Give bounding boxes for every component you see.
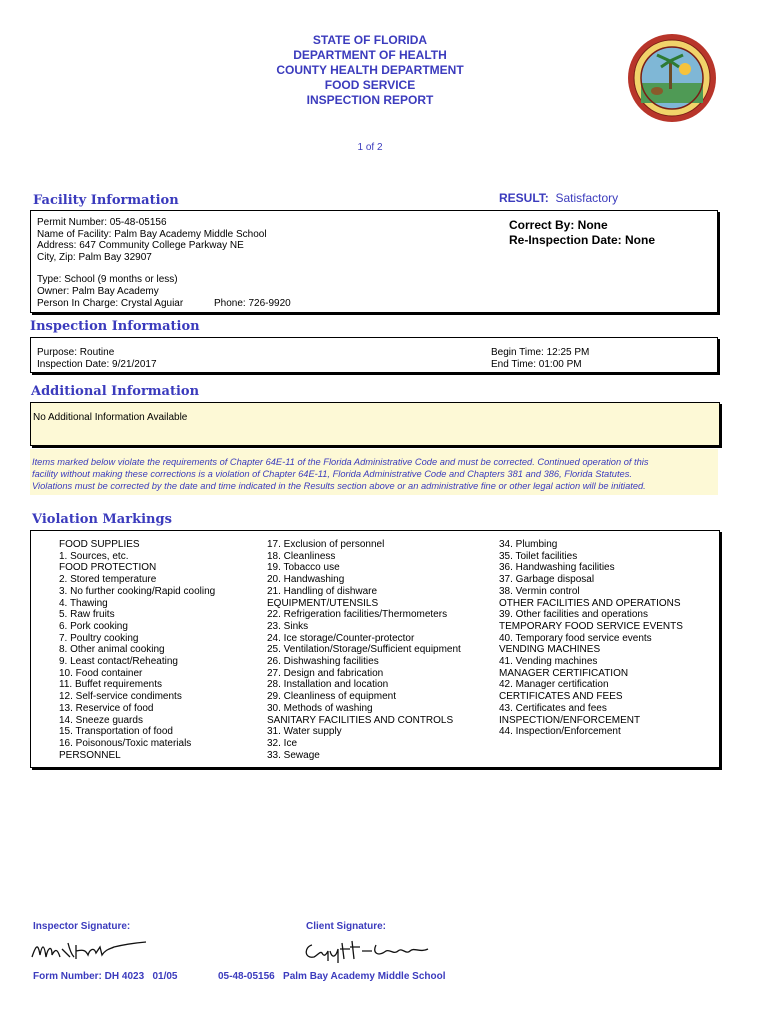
additional-box — [30, 402, 720, 446]
violation-item: 39. Other facilities and operations — [499, 609, 648, 621]
violation-item: TEMPORARY FOOD SERVICE EVENTS — [499, 620, 683, 632]
inspector-signature-label: Inspector Signature: — [33, 921, 131, 932]
violation-item: MANAGER CERTIFICATION — [499, 667, 629, 679]
header-line: COUNTY HEALTH DEPARTMENT — [276, 63, 464, 77]
violation-item: 35. Toilet facilities — [499, 550, 578, 562]
violations-box — [30, 530, 720, 768]
header-line: DEPARTMENT OF HEALTH — [293, 48, 447, 62]
violation-item: 31. Water supply — [267, 726, 342, 738]
violation-item: 9. Least contact/Reheating — [59, 656, 178, 668]
notice-line: facility without making these corrections is a violation of Chapter 64E-11, Florida Administrative Code and Chapters 381 and 386, Florida Statutes. — [32, 469, 632, 479]
violation-item: 18. Cleanliness — [267, 550, 336, 562]
violations-col-1 — [59, 539, 215, 761]
violation-item: 12. Self-service condiments — [59, 691, 182, 703]
reinspection-date: Re-Inspection Date: None — [509, 233, 656, 247]
result-line — [499, 191, 618, 205]
correction-info — [509, 218, 655, 248]
inspection-purpose: Purpose: Routine — [37, 347, 115, 358]
violation-item: 29. Cleanliness of equipment — [267, 691, 396, 703]
violation-item: 6. Pork cooking — [59, 620, 128, 632]
violation-item: 25. Ventilation/Storage/Sufficient equipment — [267, 644, 461, 656]
inspector-signature-icon — [30, 935, 150, 965]
violation-item: 5. Raw fruits — [59, 609, 115, 621]
violation-item: 10. Food container — [59, 667, 143, 679]
violation-item: 7. Poultry cooking — [59, 632, 139, 644]
violation-item: 44. Inspection/Enforcement — [499, 726, 621, 738]
page-number: 1 of 2 — [357, 142, 383, 153]
violation-item: 27. Design and fabrication — [267, 667, 384, 679]
violation-item: 14. Sneeze guards — [59, 714, 143, 726]
end-time: End Time: 01:00 PM — [491, 358, 582, 370]
violation-item: 37. Garbage disposal — [499, 574, 595, 586]
violations-col-3 — [499, 539, 683, 738]
header-line: INSPECTION REPORT — [306, 93, 434, 107]
facility-type: Type: School (9 months or less) — [37, 274, 178, 286]
violation-item: 42. Manager certification — [499, 679, 609, 691]
inspection-box — [30, 337, 718, 373]
client-signature-icon — [302, 937, 442, 965]
violation-item: 15. Transportation of food — [59, 726, 173, 738]
violation-item: 23. Sinks — [267, 620, 309, 632]
violation-item: 3. No further cooking/Rapid cooling — [59, 585, 216, 597]
footer-facility: 05-48-05156 Palm Bay Academy Middle School — [218, 971, 446, 982]
notice-line: Violations must be corrected by the date and time indicated in the Results section above or an administrative fine or other legal action will be initiated. — [32, 481, 646, 491]
violation-item: 2. Stored temperature — [59, 574, 157, 586]
facility-owner: Owner: Palm Bay Academy — [37, 285, 159, 297]
violation-item: 40. Temporary food service events — [499, 632, 652, 644]
violation-item: 1. Sources, etc. — [59, 550, 129, 562]
violation-item: 43. Certificates and fees — [499, 702, 607, 714]
violation-item: 34. Plumbing — [499, 539, 558, 550]
violation-item: SANITARY FACILITIES AND CONTROLS — [267, 714, 454, 726]
facility-section-title: Facility Information — [33, 193, 179, 208]
violations-section-title: Violation Markings — [32, 512, 172, 527]
violation-item: 32. Ice — [267, 737, 298, 749]
facility-address: Address: 647 Community College Parkway NE — [37, 240, 244, 252]
additional-text: No Additional Information Available — [33, 412, 188, 423]
violation-item: INSPECTION/ENFORCEMENT — [499, 714, 641, 726]
florida-seal-icon — [627, 33, 717, 123]
result-value: Satisfactory — [555, 191, 619, 205]
violation-item: 20. Handwashing — [267, 574, 345, 586]
violation-item: FOOD SUPPLIES — [59, 539, 140, 550]
violation-item: 8. Other animal cooking — [59, 644, 165, 656]
violation-item: 17. Exclusion of personnel — [267, 539, 385, 550]
violation-item: 26. Dishwashing facilities — [267, 656, 379, 668]
notice-text — [32, 456, 722, 492]
notice-line: Items marked below violate the requirements of Chapter 64E-11 of the Florida Administrative Code and must be corrected. Continued operation of this — [32, 457, 649, 467]
begin-time: Begin Time: 12:25 PM — [491, 347, 590, 358]
report-header — [200, 33, 540, 108]
violation-item: 30. Methods of washing — [267, 702, 373, 714]
correct-by: Correct By: None — [509, 218, 608, 232]
violation-item: 21. Handling of dishware — [267, 585, 378, 597]
violation-item: 24. Ice storage/Counter-protector — [267, 632, 415, 644]
permit-number: Permit Number: 05-48-05156 — [37, 217, 167, 228]
result-label: RESULT: — [499, 191, 549, 205]
violation-item: 28. Installation and location — [267, 679, 389, 691]
violation-item: 13. Reservice of food — [59, 702, 154, 714]
violation-item: 33. Sewage — [267, 749, 320, 761]
violation-item: VENDING MACHINES — [499, 644, 601, 656]
inspection-right — [491, 347, 589, 370]
facility-city: City, Zip: Palm Bay 32907 — [37, 251, 152, 263]
facility-phone: Phone: 726-9920 — [214, 298, 291, 309]
inspection-section-title: Inspection Information — [30, 319, 200, 334]
violation-item: PERSONNEL — [59, 749, 121, 761]
person-in-charge: Person In Charge: Crystal Aguiar — [37, 297, 184, 309]
inspection-date: Inspection Date: 9/21/2017 — [37, 358, 157, 370]
inspection-left — [37, 347, 157, 370]
violation-item: 4. Thawing — [59, 597, 108, 609]
violation-item: 41. Vending machines — [499, 656, 598, 668]
violation-item: 11. Buffet requirements — [59, 679, 163, 691]
violation-item: 19. Tobacco use — [267, 562, 340, 574]
violation-item: 16. Poisonous/Toxic materials — [59, 737, 192, 749]
client-signature-label: Client Signature: — [306, 921, 387, 932]
violation-item: FOOD PROTECTION — [59, 562, 157, 574]
additional-section-title: Additional Information — [31, 384, 200, 399]
facility-details — [37, 217, 267, 309]
violation-item: 22. Refrigeration facilities/Thermometers — [267, 609, 448, 621]
violation-item: CERTIFICATES AND FEES — [499, 691, 623, 703]
header-line: FOOD SERVICE — [324, 78, 416, 92]
violation-item: 36. Handwashing facilities — [499, 562, 615, 574]
violations-col-2 — [267, 539, 461, 761]
violation-item: 38. Vermin control — [499, 585, 580, 597]
facility-name: Name of Facility: Palm Bay Academy Middle School — [37, 228, 267, 240]
violation-item: EQUIPMENT/UTENSILS — [267, 597, 379, 609]
form-number: Form Number: DH 4023 01/05 — [33, 971, 178, 982]
header-line: STATE OF FLORIDA — [312, 33, 428, 47]
violation-item: OTHER FACILITIES AND OPERATIONS — [499, 597, 681, 609]
